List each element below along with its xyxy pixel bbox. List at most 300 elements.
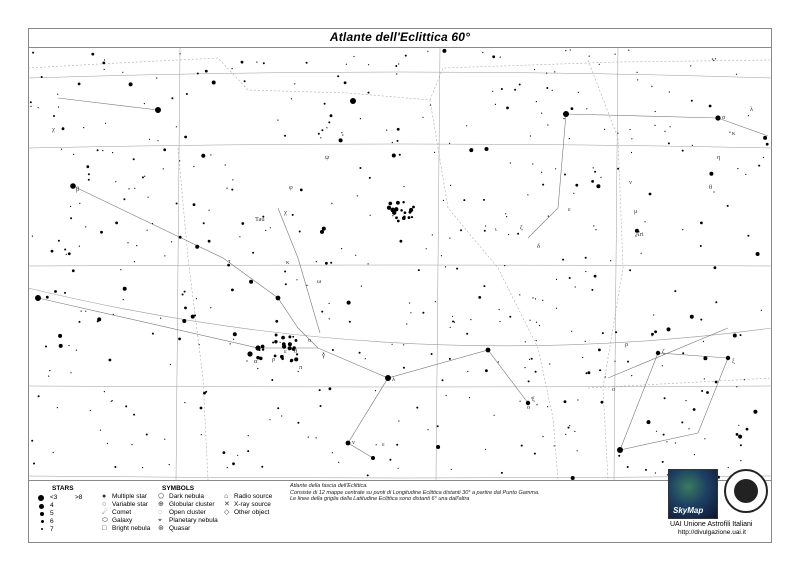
star bbox=[79, 203, 80, 204]
star bbox=[574, 431, 575, 432]
star bbox=[601, 401, 604, 404]
star bbox=[690, 65, 691, 66]
symbol-label-1: Variable star bbox=[112, 501, 149, 508]
symbol-label-12: Other object bbox=[234, 509, 270, 516]
star bbox=[125, 405, 127, 407]
star bbox=[123, 299, 124, 300]
star bbox=[46, 296, 49, 299]
star bbox=[97, 320, 99, 322]
star bbox=[57, 94, 58, 95]
star bbox=[748, 115, 749, 116]
star bbox=[256, 62, 257, 63]
star bbox=[542, 436, 543, 437]
star bbox=[375, 390, 376, 391]
star-label: ζ bbox=[662, 348, 665, 355]
star bbox=[437, 425, 439, 427]
star bbox=[157, 140, 158, 141]
star bbox=[704, 438, 705, 439]
star bbox=[654, 125, 655, 126]
star bbox=[575, 286, 576, 287]
star bbox=[370, 215, 371, 216]
star bbox=[318, 133, 320, 135]
star bbox=[148, 197, 149, 198]
star bbox=[184, 291, 186, 293]
star bbox=[428, 429, 429, 430]
star bbox=[186, 93, 188, 95]
star bbox=[102, 62, 105, 65]
star bbox=[144, 103, 145, 104]
star bbox=[97, 149, 99, 151]
star bbox=[122, 72, 123, 73]
constellation-label-tau: Tau bbox=[255, 216, 265, 223]
star bbox=[296, 279, 297, 280]
radio-source-icon: ⌂ bbox=[224, 493, 229, 500]
star bbox=[30, 101, 32, 103]
star bbox=[655, 472, 656, 473]
star bbox=[230, 343, 231, 344]
star bbox=[197, 73, 199, 75]
quasar-icon: ⊛ bbox=[158, 525, 164, 532]
star bbox=[164, 255, 165, 256]
star bbox=[156, 77, 157, 78]
star bbox=[631, 152, 632, 153]
star bbox=[346, 64, 347, 65]
star bbox=[470, 319, 471, 320]
star bbox=[593, 167, 594, 168]
star bbox=[469, 148, 473, 152]
star bbox=[144, 176, 145, 177]
star bbox=[525, 341, 526, 342]
star bbox=[700, 222, 703, 225]
star bbox=[104, 391, 105, 392]
star bbox=[585, 341, 586, 342]
star bbox=[58, 334, 62, 338]
star bbox=[500, 57, 501, 58]
star bbox=[200, 407, 203, 410]
star bbox=[713, 60, 714, 61]
mag-label-4: 4 bbox=[50, 502, 54, 509]
star bbox=[205, 70, 208, 73]
star bbox=[239, 236, 240, 237]
star bbox=[504, 265, 505, 266]
star bbox=[30, 106, 31, 107]
star bbox=[556, 279, 557, 280]
star bbox=[740, 444, 742, 446]
star-label: ρ bbox=[272, 356, 276, 363]
star bbox=[410, 312, 411, 313]
map-description bbox=[290, 483, 620, 503]
star bbox=[365, 358, 366, 359]
star-label: ν bbox=[352, 439, 355, 446]
star bbox=[631, 375, 632, 376]
star bbox=[368, 92, 370, 94]
star bbox=[411, 216, 413, 218]
star bbox=[53, 452, 54, 453]
star bbox=[359, 352, 361, 354]
star bbox=[675, 442, 676, 443]
star-label: δ bbox=[537, 243, 541, 250]
star bbox=[645, 221, 646, 222]
star bbox=[389, 459, 391, 461]
organization-name: UAI Unione Astrofili Italiani bbox=[670, 521, 753, 528]
star bbox=[595, 229, 596, 230]
star bbox=[547, 124, 548, 125]
star-label: υ bbox=[308, 337, 312, 344]
star bbox=[88, 173, 90, 175]
star bbox=[107, 443, 108, 444]
star bbox=[585, 257, 587, 259]
star bbox=[54, 290, 57, 293]
star bbox=[656, 351, 660, 355]
star bbox=[727, 205, 729, 207]
star bbox=[467, 371, 468, 372]
star bbox=[403, 186, 404, 187]
star bbox=[605, 376, 606, 377]
star bbox=[509, 316, 511, 318]
star bbox=[426, 248, 427, 249]
star bbox=[406, 323, 407, 324]
star bbox=[405, 55, 407, 57]
star bbox=[556, 308, 557, 309]
mag-dot-5 bbox=[40, 512, 44, 516]
star bbox=[83, 127, 84, 128]
star bbox=[85, 226, 86, 227]
star bbox=[452, 316, 453, 317]
star bbox=[443, 200, 444, 201]
star bbox=[275, 320, 278, 323]
star bbox=[598, 349, 601, 352]
star-label: ξ bbox=[532, 396, 535, 403]
star bbox=[416, 407, 418, 409]
star bbox=[663, 434, 665, 436]
star bbox=[320, 405, 322, 407]
star-label: α bbox=[254, 358, 258, 365]
star bbox=[284, 135, 286, 137]
star bbox=[49, 370, 50, 371]
star bbox=[102, 150, 103, 151]
star bbox=[325, 262, 328, 265]
star bbox=[418, 269, 420, 271]
star bbox=[330, 114, 333, 117]
star bbox=[656, 431, 657, 432]
star bbox=[693, 408, 696, 411]
star bbox=[70, 206, 71, 207]
star bbox=[706, 391, 709, 394]
star bbox=[90, 410, 91, 411]
star bbox=[338, 462, 339, 463]
star bbox=[726, 356, 730, 360]
star bbox=[700, 245, 702, 247]
star bbox=[651, 86, 652, 87]
star bbox=[449, 358, 451, 360]
website-url[interactable]: http://divulgazione.uai.it bbox=[678, 529, 746, 536]
star bbox=[571, 331, 572, 332]
star bbox=[171, 241, 172, 242]
star bbox=[115, 181, 116, 182]
star bbox=[300, 189, 303, 192]
star bbox=[277, 407, 279, 409]
star-label: η bbox=[717, 154, 721, 161]
star bbox=[506, 107, 509, 110]
star-label: β bbox=[76, 186, 80, 193]
star bbox=[588, 371, 591, 374]
star bbox=[261, 345, 265, 349]
star bbox=[758, 165, 760, 167]
star-label: λ bbox=[750, 106, 754, 113]
star bbox=[209, 210, 210, 211]
star bbox=[484, 230, 486, 232]
star bbox=[506, 216, 507, 217]
star bbox=[662, 365, 663, 366]
other-object-icon: ◇ bbox=[224, 509, 230, 516]
multiple-star-icon: ● bbox=[102, 493, 107, 500]
star bbox=[331, 203, 332, 204]
star bbox=[330, 262, 332, 264]
star bbox=[715, 381, 718, 384]
star bbox=[628, 50, 629, 51]
star bbox=[193, 203, 196, 206]
star bbox=[664, 397, 666, 399]
stars-layer bbox=[30, 49, 769, 480]
star bbox=[535, 371, 537, 373]
star bbox=[226, 188, 227, 189]
star bbox=[524, 367, 525, 368]
star bbox=[232, 462, 235, 465]
star bbox=[233, 332, 237, 336]
star bbox=[324, 103, 326, 105]
star bbox=[763, 157, 764, 158]
star bbox=[715, 301, 717, 303]
star bbox=[670, 126, 671, 127]
star bbox=[263, 62, 265, 64]
star bbox=[692, 145, 693, 146]
star bbox=[442, 49, 446, 53]
star-label: ε bbox=[382, 441, 385, 448]
skymap-logo bbox=[668, 469, 718, 519]
star bbox=[505, 213, 506, 214]
star bbox=[445, 266, 446, 267]
star bbox=[690, 315, 694, 319]
star bbox=[129, 82, 133, 86]
star bbox=[31, 440, 33, 442]
star bbox=[272, 341, 274, 343]
star bbox=[577, 450, 578, 451]
star bbox=[353, 56, 354, 57]
star bbox=[615, 54, 616, 55]
star bbox=[41, 76, 43, 78]
star bbox=[149, 139, 150, 140]
star bbox=[342, 134, 343, 135]
star bbox=[552, 90, 553, 91]
star bbox=[655, 111, 656, 112]
star bbox=[641, 253, 642, 254]
star bbox=[232, 179, 233, 180]
star bbox=[57, 407, 58, 408]
star bbox=[600, 177, 601, 178]
star bbox=[709, 172, 713, 176]
star bbox=[498, 361, 499, 362]
star bbox=[184, 136, 187, 139]
star bbox=[131, 444, 132, 445]
star bbox=[653, 314, 654, 315]
star bbox=[573, 193, 574, 194]
star bbox=[403, 344, 404, 345]
comet-icon: ☄ bbox=[102, 509, 109, 516]
star-label: κ bbox=[286, 259, 290, 266]
star bbox=[599, 369, 601, 371]
star bbox=[396, 201, 400, 205]
star-label: φ bbox=[289, 184, 293, 191]
star bbox=[292, 336, 294, 338]
star bbox=[483, 199, 485, 201]
star bbox=[276, 296, 281, 301]
star-label: ε bbox=[284, 348, 287, 355]
star bbox=[398, 420, 399, 421]
star bbox=[694, 454, 695, 455]
star bbox=[104, 69, 105, 70]
star bbox=[478, 296, 481, 299]
star bbox=[227, 467, 228, 468]
star bbox=[674, 290, 676, 292]
star bbox=[669, 91, 670, 92]
star bbox=[530, 320, 531, 321]
star-label: ν bbox=[629, 179, 632, 186]
star bbox=[179, 236, 182, 239]
star bbox=[45, 346, 47, 348]
star bbox=[736, 433, 739, 436]
star bbox=[728, 467, 729, 468]
star bbox=[249, 280, 253, 284]
star bbox=[529, 359, 530, 360]
star bbox=[208, 240, 211, 243]
star bbox=[281, 358, 284, 361]
star bbox=[542, 300, 543, 301]
star bbox=[280, 342, 281, 343]
star bbox=[128, 188, 129, 189]
star bbox=[321, 311, 323, 313]
star bbox=[248, 435, 249, 436]
star bbox=[81, 311, 82, 312]
star bbox=[127, 242, 128, 243]
star bbox=[66, 254, 67, 255]
star bbox=[565, 50, 566, 51]
mag-dot-4 bbox=[39, 504, 44, 509]
star bbox=[261, 466, 263, 468]
star bbox=[79, 246, 80, 247]
star bbox=[123, 198, 125, 200]
star bbox=[281, 415, 282, 416]
star bbox=[408, 216, 411, 219]
open-cluster-icon: ◌ bbox=[158, 509, 163, 516]
star bbox=[514, 89, 516, 91]
star bbox=[201, 154, 205, 158]
star bbox=[499, 321, 500, 322]
star bbox=[409, 302, 410, 303]
star bbox=[120, 269, 121, 270]
star bbox=[688, 428, 689, 429]
star bbox=[111, 401, 112, 402]
star bbox=[58, 106, 59, 107]
star bbox=[485, 369, 488, 372]
star bbox=[284, 271, 286, 273]
star bbox=[113, 314, 114, 315]
globular-cluster-icon: ⊕ bbox=[158, 501, 164, 508]
star bbox=[521, 445, 523, 447]
star bbox=[35, 295, 41, 301]
star bbox=[442, 379, 444, 381]
star bbox=[746, 428, 749, 431]
star bbox=[72, 269, 75, 272]
star bbox=[61, 149, 62, 150]
star bbox=[631, 138, 632, 139]
star bbox=[519, 294, 520, 295]
star bbox=[241, 61, 244, 64]
star bbox=[58, 240, 60, 242]
star bbox=[460, 229, 462, 231]
description-line-1: Consiste di 12 mappe centrate su punti di Longitudine Eclittica distanti 30° a partire dal Punto Gamma. bbox=[290, 489, 540, 496]
mag-label-6: 6 bbox=[50, 518, 54, 525]
star bbox=[269, 419, 270, 420]
star bbox=[763, 136, 767, 140]
star bbox=[602, 332, 604, 334]
star bbox=[70, 372, 71, 373]
star bbox=[285, 283, 287, 285]
star bbox=[332, 452, 333, 453]
star bbox=[495, 104, 496, 105]
star bbox=[651, 335, 652, 336]
star bbox=[548, 216, 549, 217]
star bbox=[294, 357, 298, 361]
star-label: ι bbox=[495, 226, 497, 233]
star bbox=[184, 307, 187, 310]
star bbox=[155, 107, 161, 113]
star bbox=[73, 154, 74, 155]
star bbox=[376, 444, 377, 445]
star bbox=[100, 231, 103, 234]
star bbox=[337, 75, 339, 77]
symbol-label-2: Comet bbox=[112, 509, 132, 516]
star bbox=[361, 286, 362, 287]
skymap-label: SkyMap bbox=[673, 506, 704, 515]
star bbox=[582, 357, 583, 358]
star bbox=[400, 209, 403, 212]
symbol-label-8: Planetary nebula bbox=[169, 517, 218, 524]
star bbox=[105, 123, 106, 124]
star bbox=[355, 255, 356, 256]
star bbox=[527, 194, 528, 195]
star bbox=[666, 441, 667, 442]
star bbox=[244, 80, 246, 82]
star bbox=[614, 361, 615, 362]
star bbox=[257, 368, 258, 369]
star bbox=[536, 340, 537, 341]
star bbox=[766, 143, 769, 146]
star bbox=[637, 72, 638, 73]
symbol-label-5: Dark nebula bbox=[169, 493, 205, 500]
star bbox=[78, 83, 81, 86]
star bbox=[112, 152, 113, 153]
star bbox=[427, 51, 428, 52]
star bbox=[396, 73, 397, 74]
star bbox=[210, 307, 211, 308]
star bbox=[446, 395, 447, 396]
star bbox=[350, 98, 356, 104]
star bbox=[685, 400, 686, 401]
star bbox=[761, 310, 762, 311]
star bbox=[593, 225, 594, 226]
star bbox=[499, 309, 500, 310]
star bbox=[740, 460, 741, 461]
